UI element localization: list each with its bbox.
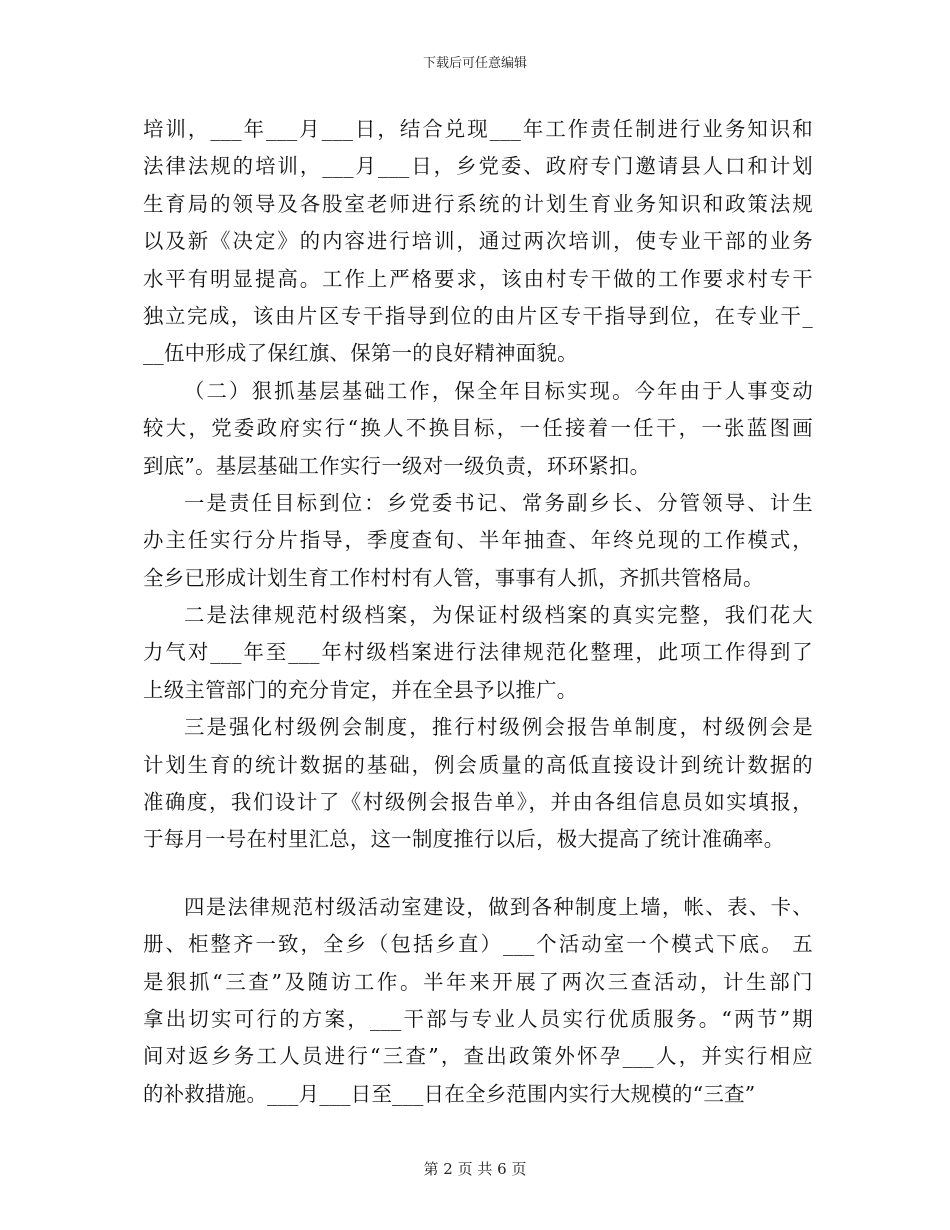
page-header: 下载后可任意编辑	[422, 56, 527, 71]
text-line: 四是法律规范村级活动室建设，做到各种制度上墙，帐、表、卡、	[184, 894, 813, 919]
text-line: 以及新《决定》的内容进行培训，通过两次培训，使专业干部的业务	[143, 229, 813, 254]
text-line: 生育局的领导及各股室老师进行系统的计划生育业务知识和政策法规	[143, 191, 813, 216]
text-line: 法律法规的培训，___月___日，乡党委、政府专门邀请县人口和计划	[143, 154, 813, 179]
text-line: 的补救措施。___月___日至___日在全乡范围内实行大规模的“三查”	[143, 1081, 756, 1106]
text-line: 办主任实行分片指导，季度查旬、半年抽查、年终兑现的工作模式，	[143, 528, 813, 553]
paragraph	[143, 485, 813, 597]
text-line: 是狠抓“三查”及随访工作。半年来开展了两次三查活动，计生部门	[143, 969, 813, 994]
text-line: 上级主管部门的充分肯定，并在全县予以推广。	[143, 677, 578, 702]
text-line: 准确度，我们设计了《村级例会报告单》，并由各组信息员如实填报，	[143, 790, 813, 815]
document-body	[143, 111, 813, 1113]
paragraph	[143, 373, 813, 485]
paragraph	[143, 597, 813, 709]
text-line: 独立完成，该由片区专干指导到位的由片区专干指导到位，在专业干_	[143, 303, 813, 328]
text-line: 培训，___年___月___日，结合兑现___年工作责任制进行业务知识和	[143, 117, 813, 141]
text-line: 拿出切实可行的方案，___干部与专业人员实行优质服务。“两节”期	[143, 1006, 813, 1031]
text-line: 一是责任目标到位：乡党委书记、常务副乡长、分管领导、计生	[184, 490, 813, 515]
text-line: 计划生育的统计数据的基础，例会质量的高低直接设计到统计数据的	[143, 752, 813, 777]
text-line: 于每月一号在村里汇总，这一制度推行以后，极大提高了统计准确率。	[143, 827, 785, 852]
text-line: 力气对___年至___年村级档案进行法律规范化整理，此项工作得到了	[143, 640, 813, 665]
paragraph	[143, 889, 813, 1113]
text-line: 二是法律规范村级档案，为保证村级档案的真实完整，我们花大	[184, 603, 813, 628]
text-line: 水平有明显提高。工作上严格要求，该由村专干做的工作要求村专干	[143, 266, 813, 291]
text-line: （二）狠抓基层基础工作，保全年目标实现。今年由于人事变动	[184, 378, 813, 403]
text-line: 册、柜整齐一致，全乡（包括乡直）___个活动室一个模式下底。 五	[143, 932, 813, 957]
text-line: 间对返乡务工人员进行“三查”，查出政策外怀孕___人，并实行相应	[143, 1044, 813, 1069]
text-line: 三是强化村级例会制度，推行村级例会报告单制度，村级例会是	[184, 715, 813, 740]
text-line: 到底”。基层基础工作实行一级对一级负责，环环紧扣。	[143, 453, 651, 478]
page-number: 第 2 页 共 6 页	[423, 1160, 527, 1178]
paragraph-gap	[143, 859, 813, 889]
paragraph	[143, 111, 813, 373]
paragraph	[143, 709, 813, 859]
text-line: 全乡已形成计划生育工作村村有人管，事事有人抓，齐抓共管格局。	[143, 565, 764, 590]
text-line: 较大，党委政府实行“换人不换目标，一任接着一任干，一张蓝图画	[143, 416, 813, 441]
text-line: __伍中形成了保红旗、保第一的良好精神面貌。	[143, 341, 578, 366]
